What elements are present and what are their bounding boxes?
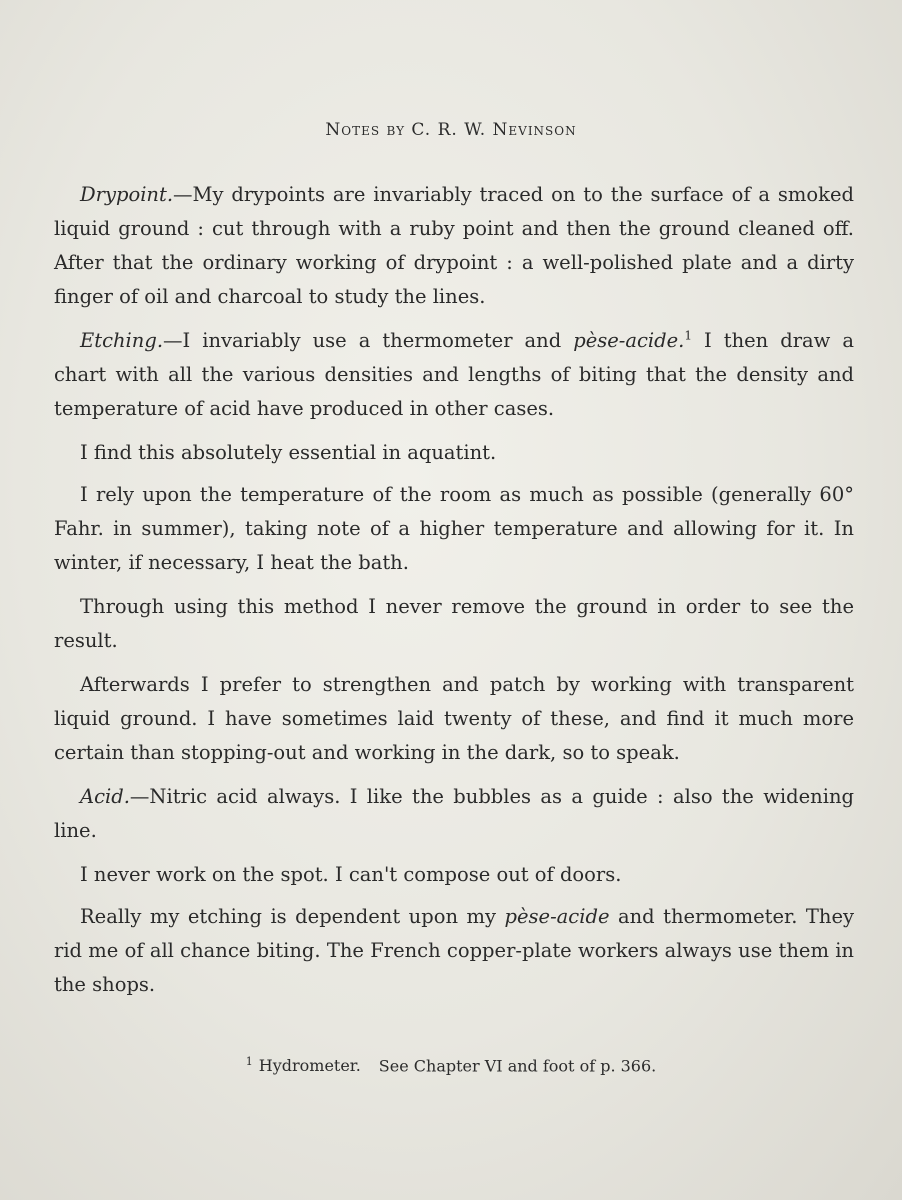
paragraph-spot: I never work on the spot. I can't compose out of doors. — [80, 863, 622, 886]
lead-acid: Acid. — [80, 785, 130, 808]
paragraph-drypoint — [54, 178, 854, 314]
paragraph-temperature: I rely upon the temperature of the room as much as possible (generally 60° Fahr. in summer), taking note of a higher temperature and allowing for it. In winter, if necessary, I heat the bath. — [54, 483, 854, 574]
paragraph-acid — [54, 780, 854, 848]
italic-pese-acide: pèse-acide. — [573, 329, 685, 352]
paragraph-really — [54, 900, 854, 1002]
page-heading: Notes by C. R. W. Nevinson — [325, 120, 577, 140]
footnote-mark: 1 — [245, 1055, 253, 1068]
paragraph-method: Through using this method I never remove the ground in order to see the result. — [54, 595, 854, 652]
lead-drypoint: Drypoint. — [80, 183, 174, 206]
footnote-label: Hydrometer. — [258, 1056, 361, 1076]
footnote-ref: 1 — [684, 328, 693, 343]
page-body — [54, 178, 854, 1012]
paragraph-etching — [54, 324, 854, 426]
text-really-2: and thermometer. They rid me of all chance biting. The French copper-plate workers always use them in the shops. — [54, 905, 855, 996]
paragraph-aquatint: I find this absolutely essential in aquatint. — [80, 441, 497, 464]
text-etching-1: —I invariably use a thermometer and — [163, 329, 574, 352]
lead-etching: Etching. — [80, 329, 164, 352]
text-acid: —Nitric acid always. I like the bubbles as a guide : also the widening line. — [54, 785, 854, 842]
paragraph-afterwards: Afterwards I prefer to strengthen and patch by working with transparent liquid ground. I have sometimes laid twenty of these, and find it much more certain than stopping-out and working in the dark, so to speak. — [54, 673, 854, 764]
footnote-text: See Chapter VI and foot of p. 366. — [378, 1056, 657, 1076]
text-etching-2: I then draw a chart with all the various densities and lengths of biting that the density and temperature of acid have produced in other cases. — [54, 329, 854, 420]
footnote — [0, 1055, 902, 1075]
text-really-1: Really my etching is dependent upon my — [80, 905, 505, 928]
text-drypoint: —My drypoints are invariably traced on to the surface of a smoked liquid ground : cut through with a ruby point and then the ground cleaned off. After that the ordinary working of drypoint : a well-polished plate and a dirty finger of oil and charcoal to study the lines. — [54, 183, 854, 308]
italic-pese-acide-2: pèse-acide — [504, 905, 610, 928]
